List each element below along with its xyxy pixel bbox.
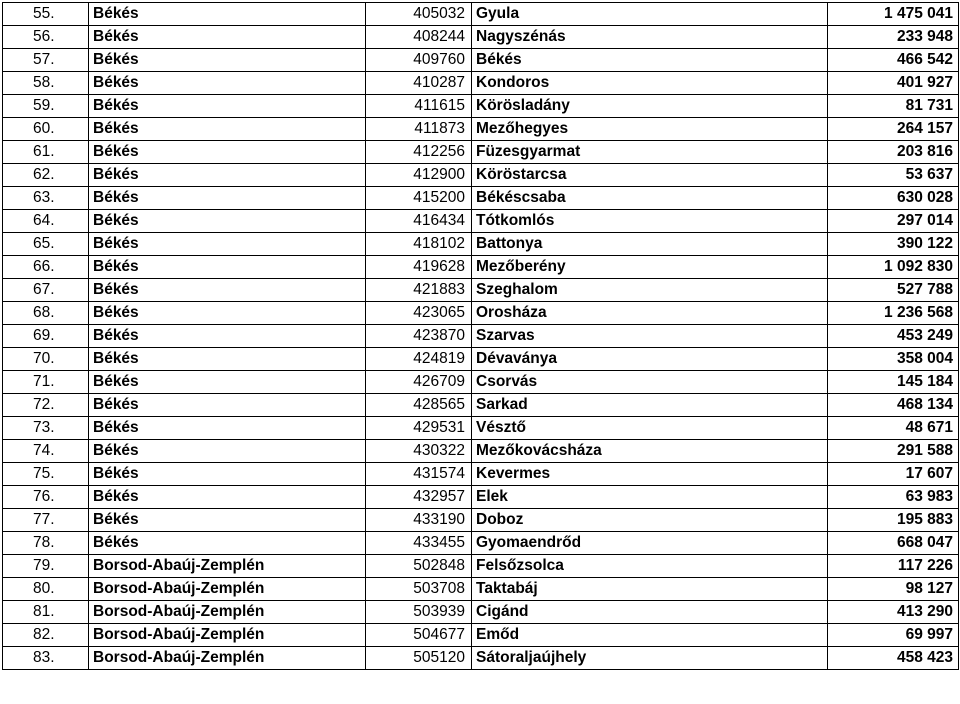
row-number: 82. bbox=[3, 624, 89, 647]
value-cell: 1 236 568 bbox=[828, 302, 959, 325]
city-cell: Sarkad bbox=[472, 394, 828, 417]
code-cell: 504677 bbox=[366, 624, 472, 647]
value-cell: 195 883 bbox=[828, 509, 959, 532]
value-cell: 453 249 bbox=[828, 325, 959, 348]
code-cell: 412256 bbox=[366, 141, 472, 164]
row-number: 58. bbox=[3, 72, 89, 95]
value-cell: 466 542 bbox=[828, 49, 959, 72]
row-number: 57. bbox=[3, 49, 89, 72]
value-cell: 17 607 bbox=[828, 463, 959, 486]
city-cell: Nagyszénás bbox=[472, 26, 828, 49]
county-cell: Békés bbox=[89, 509, 366, 532]
county-cell: Békés bbox=[89, 348, 366, 371]
code-cell: 430322 bbox=[366, 440, 472, 463]
table-row bbox=[3, 578, 959, 601]
city-cell: Elek bbox=[472, 486, 828, 509]
city-cell: Mezőberény bbox=[472, 256, 828, 279]
county-cell: Békés bbox=[89, 3, 366, 26]
code-cell: 431574 bbox=[366, 463, 472, 486]
table-row bbox=[3, 26, 959, 49]
code-cell: 409760 bbox=[366, 49, 472, 72]
code-cell: 416434 bbox=[366, 210, 472, 233]
value-cell: 117 226 bbox=[828, 555, 959, 578]
value-cell: 630 028 bbox=[828, 187, 959, 210]
table-row bbox=[3, 141, 959, 164]
table-row bbox=[3, 348, 959, 371]
city-cell: Békéscsaba bbox=[472, 187, 828, 210]
row-number: 73. bbox=[3, 417, 89, 440]
row-number: 83. bbox=[3, 647, 89, 670]
row-number: 79. bbox=[3, 555, 89, 578]
code-cell: 433455 bbox=[366, 532, 472, 555]
table-row bbox=[3, 601, 959, 624]
city-cell: Köröstarcsa bbox=[472, 164, 828, 187]
city-cell: Dévaványa bbox=[472, 348, 828, 371]
county-cell: Békés bbox=[89, 256, 366, 279]
county-cell: Borsod-Abaúj-Zemplén bbox=[89, 647, 366, 670]
county-cell: Békés bbox=[89, 417, 366, 440]
value-cell: 468 134 bbox=[828, 394, 959, 417]
code-cell: 411873 bbox=[366, 118, 472, 141]
table-row bbox=[3, 187, 959, 210]
county-cell: Békés bbox=[89, 463, 366, 486]
row-number: 65. bbox=[3, 233, 89, 256]
county-cell: Békés bbox=[89, 210, 366, 233]
code-cell: 503939 bbox=[366, 601, 472, 624]
county-cell: Békés bbox=[89, 118, 366, 141]
county-cell: Békés bbox=[89, 394, 366, 417]
county-cell: Békés bbox=[89, 187, 366, 210]
code-cell: 412900 bbox=[366, 164, 472, 187]
row-number: 61. bbox=[3, 141, 89, 164]
row-number: 75. bbox=[3, 463, 89, 486]
code-cell: 432957 bbox=[366, 486, 472, 509]
code-cell: 433190 bbox=[366, 509, 472, 532]
data-table bbox=[2, 2, 959, 670]
table-row bbox=[3, 532, 959, 555]
code-cell: 419628 bbox=[366, 256, 472, 279]
row-number: 64. bbox=[3, 210, 89, 233]
table-row bbox=[3, 95, 959, 118]
city-cell: Orosháza bbox=[472, 302, 828, 325]
value-cell: 233 948 bbox=[828, 26, 959, 49]
code-cell: 405032 bbox=[366, 3, 472, 26]
row-number: 68. bbox=[3, 302, 89, 325]
row-number: 60. bbox=[3, 118, 89, 141]
city-cell: Felsőzsolca bbox=[472, 555, 828, 578]
code-cell: 503708 bbox=[366, 578, 472, 601]
row-number: 59. bbox=[3, 95, 89, 118]
city-cell: Gyula bbox=[472, 3, 828, 26]
value-cell: 203 816 bbox=[828, 141, 959, 164]
table-row bbox=[3, 417, 959, 440]
county-cell: Békés bbox=[89, 49, 366, 72]
table-body bbox=[3, 3, 959, 670]
table-row bbox=[3, 3, 959, 26]
city-cell: Doboz bbox=[472, 509, 828, 532]
table-row bbox=[3, 72, 959, 95]
city-cell: Füzesgyarmat bbox=[472, 141, 828, 164]
row-number: 74. bbox=[3, 440, 89, 463]
code-cell: 505120 bbox=[366, 647, 472, 670]
county-cell: Borsod-Abaúj-Zemplén bbox=[89, 601, 366, 624]
table-row bbox=[3, 440, 959, 463]
value-cell: 48 671 bbox=[828, 417, 959, 440]
value-cell: 1 092 830 bbox=[828, 256, 959, 279]
table-row bbox=[3, 371, 959, 394]
city-cell: Kondoros bbox=[472, 72, 828, 95]
table-row bbox=[3, 394, 959, 417]
county-cell: Békés bbox=[89, 279, 366, 302]
county-cell: Békés bbox=[89, 440, 366, 463]
county-cell: Békés bbox=[89, 532, 366, 555]
county-cell: Békés bbox=[89, 72, 366, 95]
city-cell: Gyomaendrőd bbox=[472, 532, 828, 555]
table-row bbox=[3, 256, 959, 279]
value-cell: 1 475 041 bbox=[828, 3, 959, 26]
row-number: 63. bbox=[3, 187, 89, 210]
row-number: 76. bbox=[3, 486, 89, 509]
code-cell: 423065 bbox=[366, 302, 472, 325]
code-cell: 411615 bbox=[366, 95, 472, 118]
code-cell: 502848 bbox=[366, 555, 472, 578]
value-cell: 53 637 bbox=[828, 164, 959, 187]
county-cell: Békés bbox=[89, 233, 366, 256]
value-cell: 458 423 bbox=[828, 647, 959, 670]
row-number: 70. bbox=[3, 348, 89, 371]
city-cell: Békés bbox=[472, 49, 828, 72]
county-cell: Békés bbox=[89, 26, 366, 49]
value-cell: 390 122 bbox=[828, 233, 959, 256]
table-row bbox=[3, 279, 959, 302]
row-number: 71. bbox=[3, 371, 89, 394]
table-row bbox=[3, 647, 959, 670]
city-cell: Vésztő bbox=[472, 417, 828, 440]
table-row bbox=[3, 463, 959, 486]
table-row bbox=[3, 624, 959, 647]
county-cell: Békés bbox=[89, 141, 366, 164]
value-cell: 401 927 bbox=[828, 72, 959, 95]
row-number: 78. bbox=[3, 532, 89, 555]
county-cell: Békés bbox=[89, 164, 366, 187]
row-number: 67. bbox=[3, 279, 89, 302]
code-cell: 426709 bbox=[366, 371, 472, 394]
county-cell: Békés bbox=[89, 486, 366, 509]
row-number: 72. bbox=[3, 394, 89, 417]
code-cell: 418102 bbox=[366, 233, 472, 256]
county-cell: Békés bbox=[89, 302, 366, 325]
county-cell: Borsod-Abaúj-Zemplén bbox=[89, 555, 366, 578]
city-cell: Cigánd bbox=[472, 601, 828, 624]
row-number: 80. bbox=[3, 578, 89, 601]
table-row bbox=[3, 325, 959, 348]
table-row bbox=[3, 164, 959, 187]
city-cell: Tótkomlós bbox=[472, 210, 828, 233]
value-cell: 358 004 bbox=[828, 348, 959, 371]
code-cell: 410287 bbox=[366, 72, 472, 95]
table-row bbox=[3, 486, 959, 509]
value-cell: 668 047 bbox=[828, 532, 959, 555]
table-row bbox=[3, 49, 959, 72]
code-cell: 415200 bbox=[366, 187, 472, 210]
code-cell: 423870 bbox=[366, 325, 472, 348]
value-cell: 264 157 bbox=[828, 118, 959, 141]
code-cell: 408244 bbox=[366, 26, 472, 49]
code-cell: 429531 bbox=[366, 417, 472, 440]
value-cell: 291 588 bbox=[828, 440, 959, 463]
city-cell: Sátoraljaújhely bbox=[472, 647, 828, 670]
row-number: 81. bbox=[3, 601, 89, 624]
row-number: 62. bbox=[3, 164, 89, 187]
city-cell: Szarvas bbox=[472, 325, 828, 348]
value-cell: 63 983 bbox=[828, 486, 959, 509]
value-cell: 145 184 bbox=[828, 371, 959, 394]
county-cell: Békés bbox=[89, 371, 366, 394]
value-cell: 413 290 bbox=[828, 601, 959, 624]
city-cell: Mezőhegyes bbox=[472, 118, 828, 141]
row-number: 55. bbox=[3, 3, 89, 26]
city-cell: Emőd bbox=[472, 624, 828, 647]
county-cell: Békés bbox=[89, 95, 366, 118]
value-cell: 69 997 bbox=[828, 624, 959, 647]
table-row bbox=[3, 509, 959, 532]
table-row bbox=[3, 233, 959, 256]
county-cell: Borsod-Abaúj-Zemplén bbox=[89, 624, 366, 647]
city-cell: Mezőkovácsháza bbox=[472, 440, 828, 463]
city-cell: Körösladány bbox=[472, 95, 828, 118]
city-cell: Szeghalom bbox=[472, 279, 828, 302]
row-number: 69. bbox=[3, 325, 89, 348]
code-cell: 421883 bbox=[366, 279, 472, 302]
value-cell: 98 127 bbox=[828, 578, 959, 601]
row-number: 56. bbox=[3, 26, 89, 49]
value-cell: 81 731 bbox=[828, 95, 959, 118]
table-row bbox=[3, 555, 959, 578]
city-cell: Csorvás bbox=[472, 371, 828, 394]
table-row bbox=[3, 302, 959, 325]
county-cell: Borsod-Abaúj-Zemplén bbox=[89, 578, 366, 601]
table-row bbox=[3, 210, 959, 233]
row-number: 77. bbox=[3, 509, 89, 532]
city-cell: Battonya bbox=[472, 233, 828, 256]
table-row bbox=[3, 118, 959, 141]
city-cell: Kevermes bbox=[472, 463, 828, 486]
county-cell: Békés bbox=[89, 325, 366, 348]
row-number: 66. bbox=[3, 256, 89, 279]
code-cell: 428565 bbox=[366, 394, 472, 417]
value-cell: 297 014 bbox=[828, 210, 959, 233]
city-cell: Taktabáj bbox=[472, 578, 828, 601]
code-cell: 424819 bbox=[366, 348, 472, 371]
value-cell: 527 788 bbox=[828, 279, 959, 302]
